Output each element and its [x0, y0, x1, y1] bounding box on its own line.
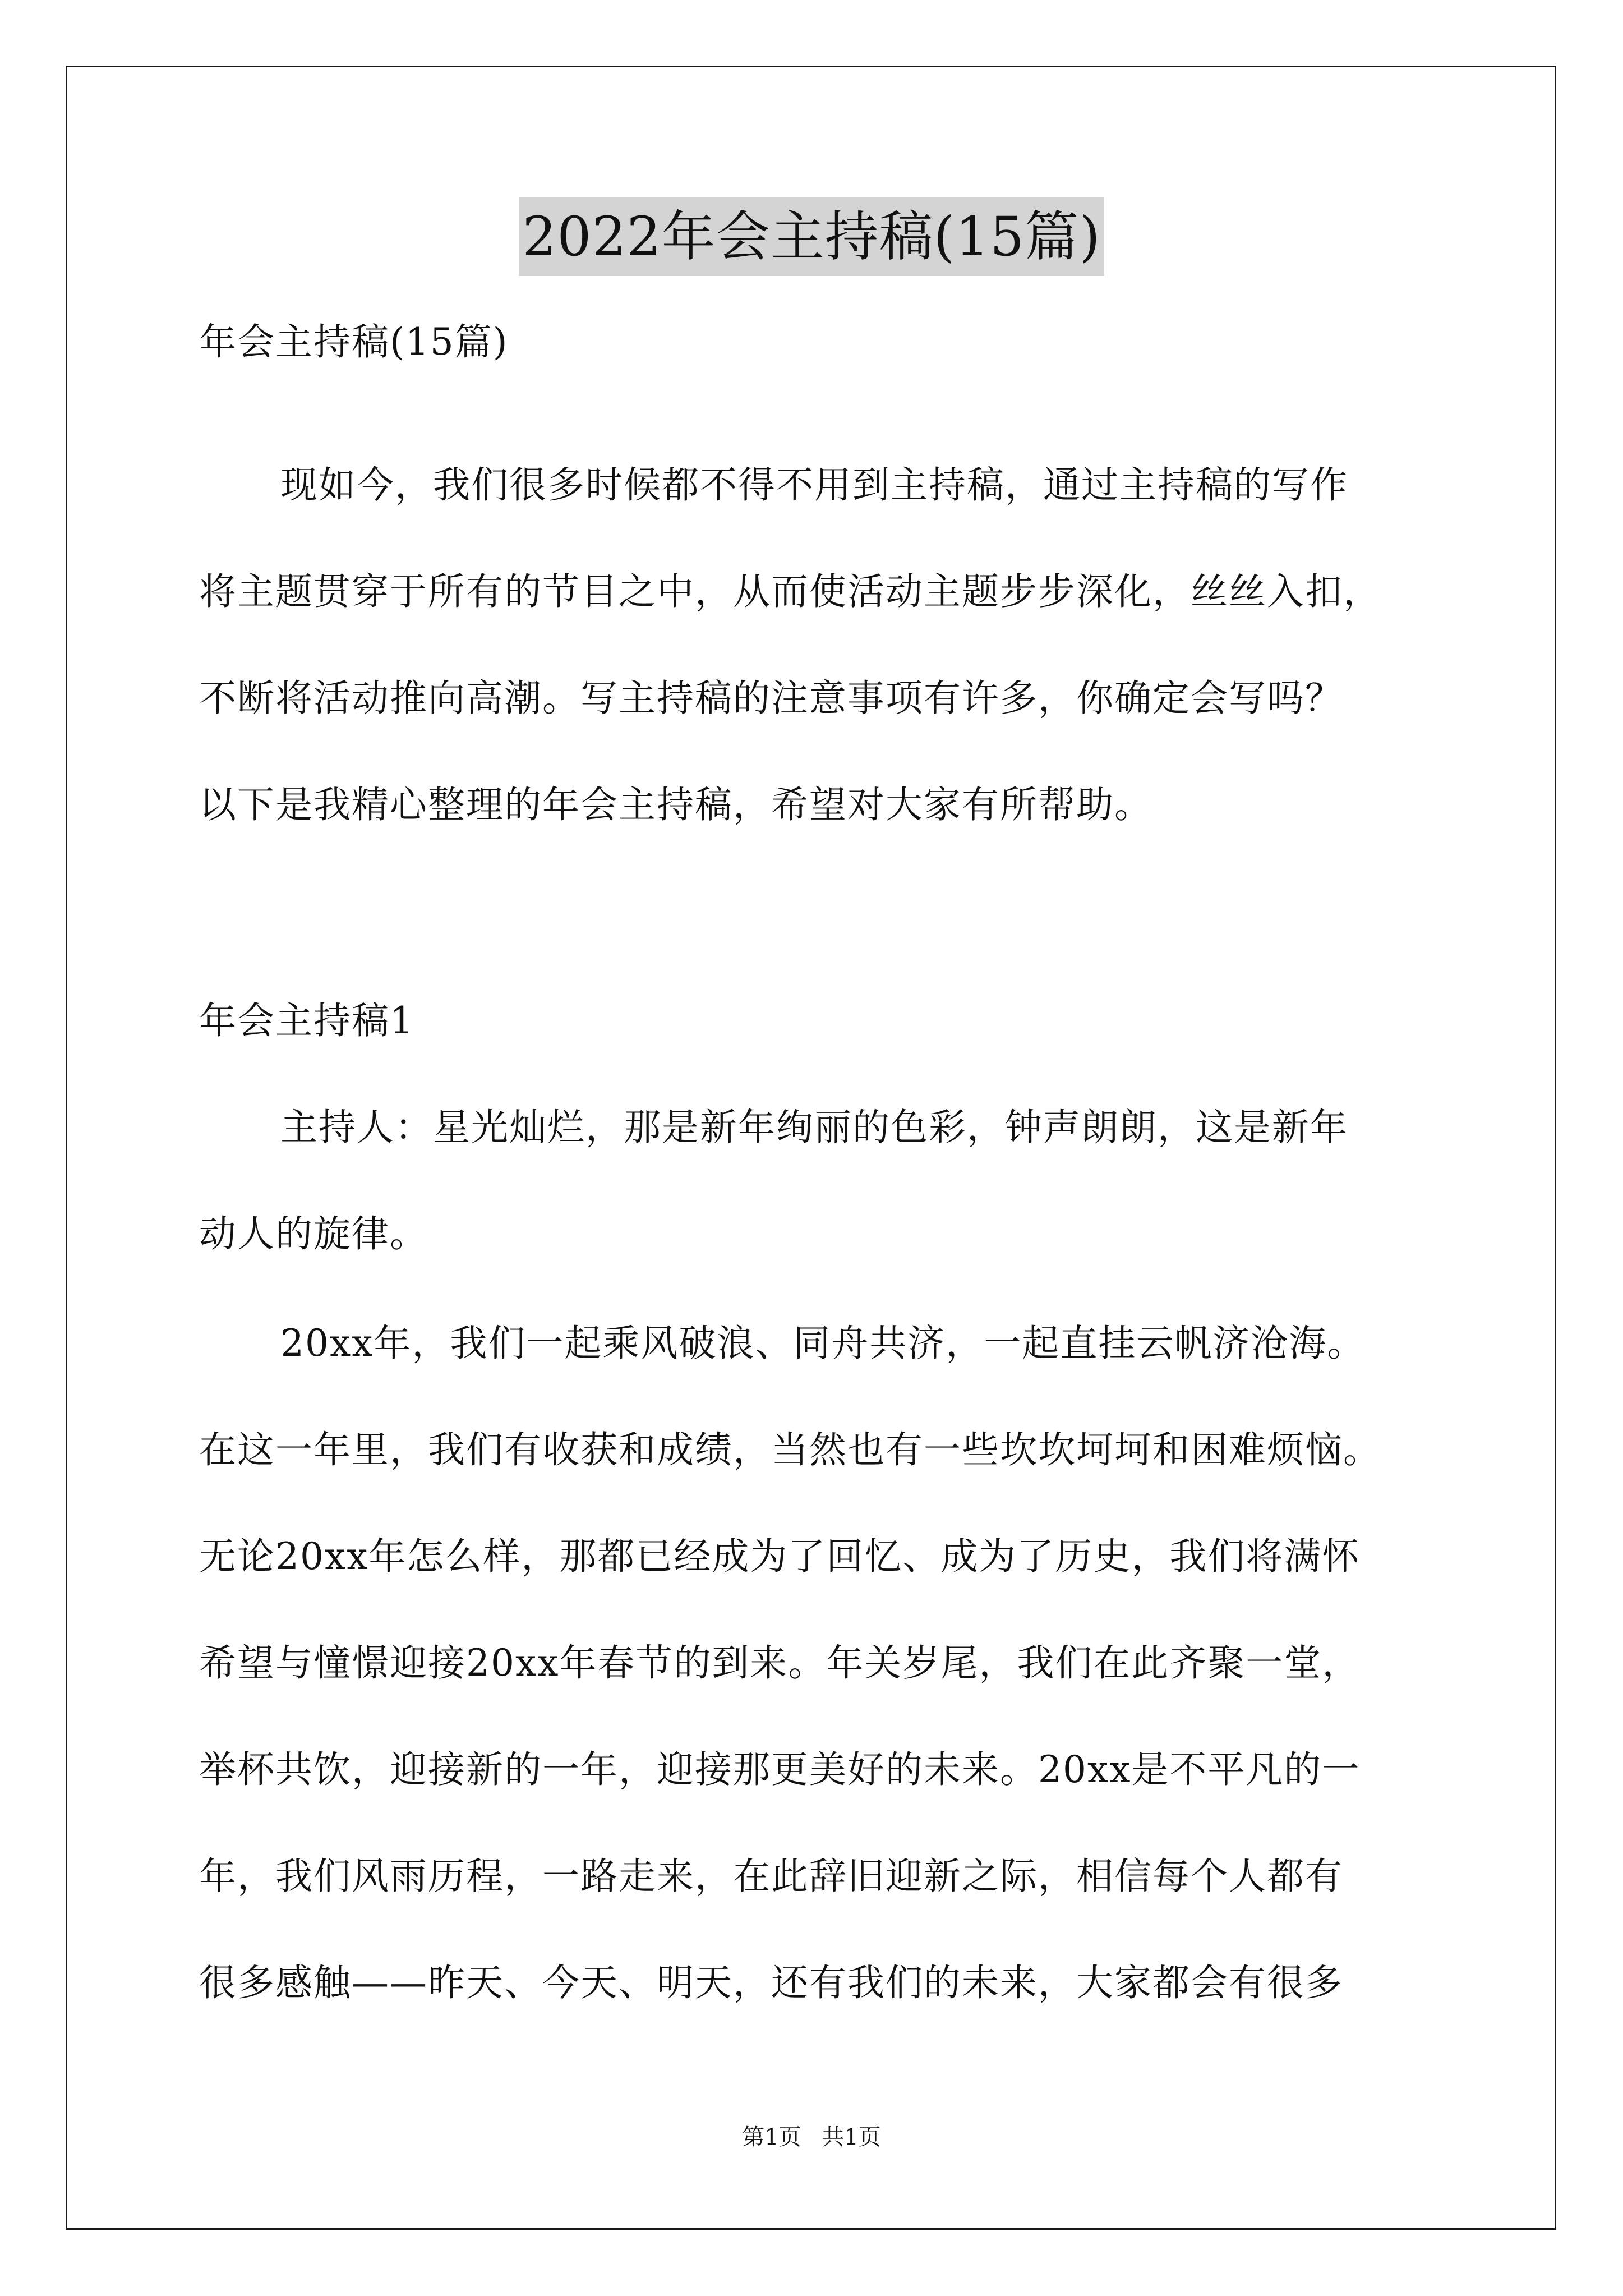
body-line: 20xx年，我们一起乘风破浪、同舟共济，一起直挂云帆济沧海。: [280, 1322, 1366, 1365]
page-footer: [0, 2120, 1623, 2154]
document-subtitle: 年会主持稿(15篇): [199, 320, 509, 364]
body-line: 无论20xx年怎么样，那都已经成为了回忆、成为了历史，我们将满怀: [199, 1535, 1361, 1578]
title-container: [0, 197, 1623, 276]
body-line: 很多感触——昨天、今天、明天，还有我们的未来，大家都会有很多: [199, 1961, 1343, 2004]
body-line: 在这一年里，我们有收获和成绩，当然也有一些坎坎坷坷和困难烦恼。: [199, 1428, 1381, 1471]
page-total: 共1页: [822, 2124, 881, 2150]
intro-line: 将主题贯穿于所有的节目之中，从而使活动主题步步深化，丝丝入扣，: [199, 570, 1381, 613]
section-heading: 年会主持稿1: [199, 999, 414, 1042]
document-title: 2022年会主持稿(15篇): [519, 197, 1104, 276]
page-number: 第1页: [742, 2124, 801, 2150]
intro-line: 以下是我精心整理的年会主持稿，希望对大家有所帮助。: [199, 783, 1152, 826]
body-line: 动人的旋律。: [199, 1212, 428, 1255]
intro-line: 不断将活动推向高潮。写主持稿的注意事项有许多，你确定会写吗？: [199, 677, 1343, 720]
intro-line: 现如今，我们很多时候都不得不用到主持稿，通过主持稿的写作: [280, 463, 1348, 507]
body-line: 举杯共饮，迎接新的一年，迎接那更美好的未来。20xx是不平凡的一: [199, 1748, 1361, 1791]
body-line: 年，我们风雨历程，一路走来，在此辞旧迎新之际，相信每个人都有: [199, 1855, 1343, 1898]
body-line: 希望与憧憬迎接20xx年春节的到来。年关岁尾，我们在此齐聚一堂，: [199, 1641, 1361, 1685]
body-line: 主持人：星光灿烂，那是新年绚丽的色彩，钟声朗朗，这是新年: [280, 1106, 1348, 1149]
